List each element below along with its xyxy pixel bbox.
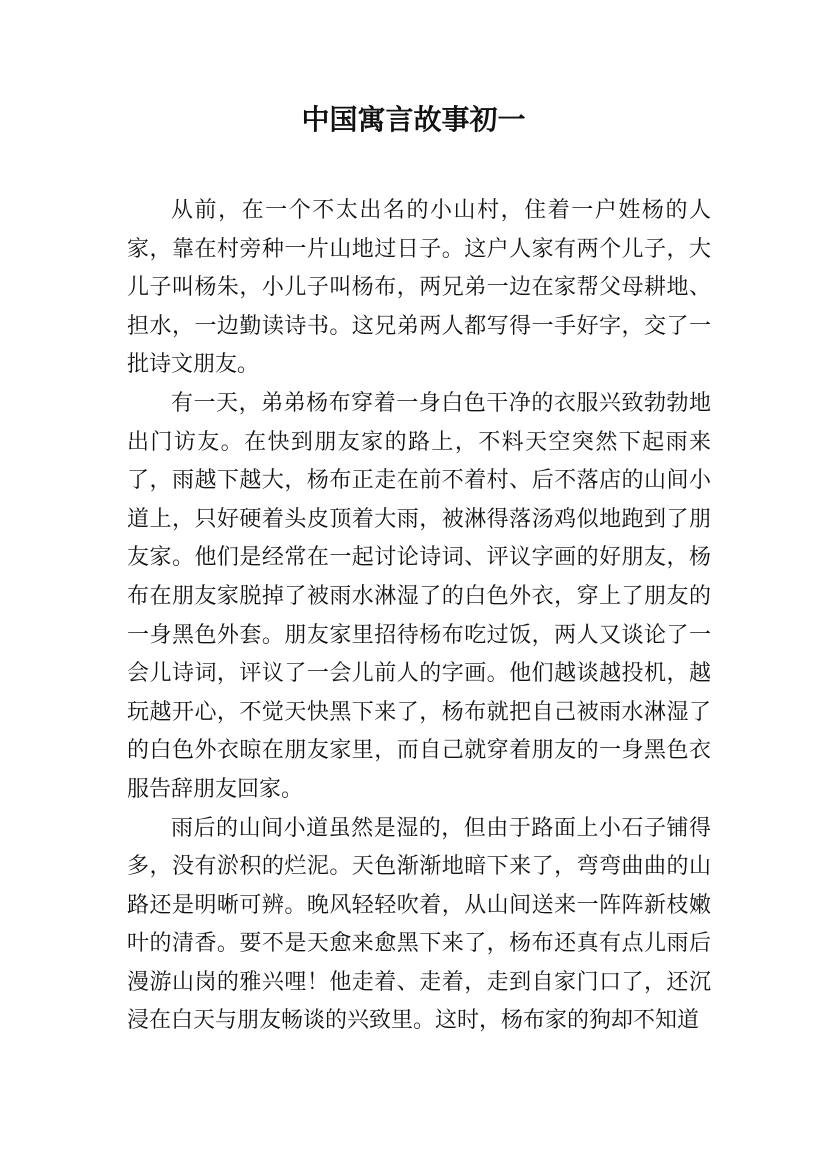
paragraph: 有一天，弟弟杨布穿着一身白色干净的衣服兴致勃勃地出门访友。在快到朋友家的路上，不料天空突然下起雨来了，雨越下越大，杨布正走在前不着村、后不落店的山间小道上，只好硬着头皮顶着大雨，被淋得落汤鸡似地跑到了朋友家。他们是经常在一起讨论诗词、评议字画的好朋友，杨布在朋友家脱掉了被雨水淋湿了的白色外衣，穿上了朋友的一身黑色外套。朋友家里招待杨布吃过饭，两人又谈论了一会儿诗词，评议了一会儿前人的字画。他们越谈越投机，越玩越开心，不觉天快黑下来了，杨布就把自己被雨水淋湿了的白色外衣晾在朋友家里，而自己就穿着朋友的一身黑色衣服告辞朋友回家。 [127, 390, 711, 802]
paragraph: 雨后的山间小道虽然是湿的，但由于路面上小石子铺得多，没有淤积的烂泥。天色渐渐地暗下来了，弯弯曲曲的山路还是明晰可辨。晚风轻轻吹着，从山间送来一阵阵新枝嫩叶的清香。要不是天愈来愈黑下来了，杨布还真有点儿雨后漫游山岗的雅兴哩！他走着、走着，走到自家门口了，还沉浸在白天与朋友畅谈的兴致里。这时，杨布家的狗却不知道 [127, 815, 711, 1034]
paragraph: 从前，在一个不太出名的小山村，住着一户姓杨的人家，靠在村旁种一片山地过日子。这户人家有两个儿子，大儿子叫杨朱，小儿子叫杨布，两兄弟一边在家帮父母耕地、担水，一边勤读诗书。这兄弟两人都写得一手好字，交了一批诗文朋友。 [127, 198, 711, 378]
document-body [127, 192, 711, 1041]
document-title: 中国寓言故事初一 [301, 103, 526, 136]
